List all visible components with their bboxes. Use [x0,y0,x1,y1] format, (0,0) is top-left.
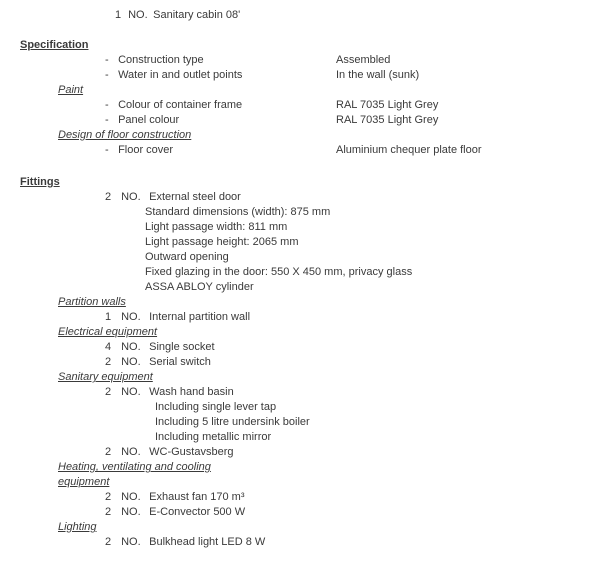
item-row-e-convector [0,505,611,520]
dash-bullet: - [105,114,109,126]
spec-value: RAL 7035 Light Grey [336,114,439,126]
electrical-subheading: Electrical equipment [58,326,158,338]
intro-item-label: Sanitary cabin 08' [153,9,241,21]
dash-bullet: - [105,99,109,111]
floor-row-cover [0,143,611,158]
paint-row-frame-colour [0,98,611,113]
spec-key: Construction type [118,54,204,66]
item-qty: 2 [105,446,112,458]
wash-basin-detail: Including 5 litre undersink boiler [155,416,310,428]
item-unit: NO. [121,491,141,503]
item-label: E-Convector 500 W [149,506,246,518]
wash-basin-detail: Including metallic mirror [155,431,272,443]
item-unit: NO. [121,311,141,323]
spec-row-construction-type [0,53,611,68]
sanitary-subheading: Sanitary equipment [58,371,153,383]
door-detail: Light passage width: 811 mm [145,221,288,233]
spec-key: Floor cover [118,144,174,156]
item-qty: 4 [105,341,112,353]
item-qty: 2 [105,356,112,368]
spec-value: RAL 7035 Light Grey [336,99,439,111]
item-unit: NO. [121,536,141,548]
spec-key: Water in and outlet points [118,69,243,81]
item-unit: NO. [121,506,141,518]
dash-bullet: - [105,144,109,156]
door-detail: Standard dimensions (width): 875 mm [145,206,331,218]
item-label: Bulkhead light LED 8 W [149,536,266,548]
item-row-single-socket [0,340,611,355]
item-qty: 2 [105,536,112,548]
door-detail: Light passage height: 2065 mm [145,236,299,248]
door-detail: ASSA ABLOY cylinder [145,281,254,293]
item-row-external-door [0,190,611,205]
item-label: Wash hand basin [149,386,234,398]
item-unit: NO. [121,446,141,458]
spec-row-water-points [0,68,611,83]
specification-heading: Specification [20,39,89,51]
item-qty: 2 [105,491,112,503]
item-qty: 1 [105,311,112,323]
lighting-subheading: Lighting [58,521,97,533]
item-label: External steel door [149,191,241,203]
door-detail: Outward opening [145,251,229,263]
item-unit: NO. [121,191,141,203]
dash-bullet: - [105,54,109,66]
item-label: Exhaust fan 170 m³ [149,491,245,503]
intro-item-qty: 1 [115,9,122,21]
item-qty: 2 [105,386,112,398]
item-row-exhaust-fan [0,490,611,505]
intro-item-unit: NO. [128,9,148,21]
door-detail: Fixed glazing in the door: 550 X 450 mm, privacy glass [145,266,413,278]
spec-key: Colour of container frame [118,99,243,111]
item-label: Internal partition wall [149,311,251,323]
item-row-wc [0,445,611,460]
floor-design-subheading: Design of floor construction [58,129,192,141]
item-label: WC-Gustavsberg [149,446,234,458]
hvac-subheading: Heating, ventilating and cooling equipment [58,461,211,488]
item-row-bulkhead-light [0,535,611,550]
item-unit: NO. [121,341,141,353]
item-qty: 2 [105,506,112,518]
partition-walls-subheading: Partition walls [58,296,126,308]
wash-basin-detail: Including single lever tap [155,401,277,413]
item-unit: NO. [121,386,141,398]
item-label: Serial switch [149,356,211,368]
fittings-heading: Fittings [20,176,60,188]
spec-key: Panel colour [118,114,180,126]
intro-item-row [0,8,611,23]
item-label: Single socket [149,341,215,353]
item-row-serial-switch [0,355,611,370]
paint-row-panel-colour [0,113,611,128]
spec-value: Aluminium chequer plate floor [336,144,482,156]
spec-value: In the wall (sunk) [336,69,420,81]
dash-bullet: - [105,69,109,81]
item-unit: NO. [121,356,141,368]
item-qty: 2 [105,191,112,203]
spec-value: Assembled [336,54,391,66]
item-row-partition-wall [0,310,611,325]
paint-subheading: Paint [58,84,84,96]
item-row-wash-basin [0,385,611,400]
